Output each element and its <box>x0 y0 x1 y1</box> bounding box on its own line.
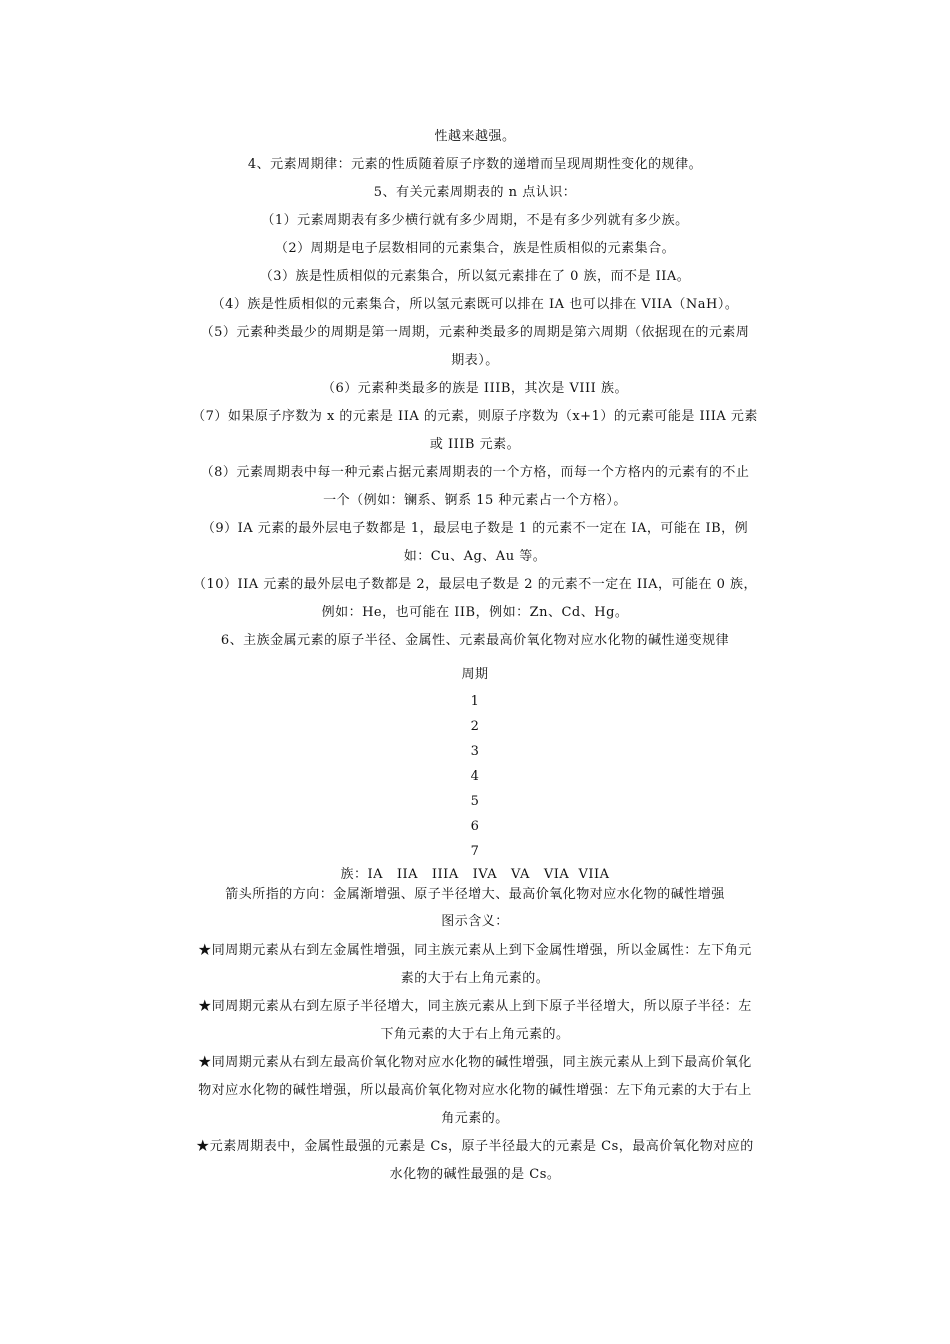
star-point-2-line-2: 下角元素的大于右上角元素的。 <box>380 1027 570 1042</box>
point-3: （3）族是性质相似的元素集合，所以氦元素排在了 0 族，而不是 IIA。 <box>259 269 691 284</box>
text-line: 性越来越强。 <box>434 129 516 144</box>
period-label: 周期 <box>461 667 489 682</box>
point-9-line-2: 如：Cu、Ag、Au 等。 <box>403 549 547 564</box>
period-number: 1 <box>470 694 480 709</box>
star-point-2-line-1: ★同周期元素从右到左原子半径增大，同主族元素从上到下原子半径增大，所以原子半径：左 <box>198 999 752 1014</box>
star-point-3-line-3: 角元素的。 <box>441 1111 509 1126</box>
section-6-heading: 6、主族金属元素的原子半径、金属性、元素最高价氧化物对应水化物的碱性递变规律 <box>220 633 730 648</box>
star-point-4-line-2: 水化物的碱性最强的是 Cs。 <box>389 1167 561 1182</box>
point-5-line-1: （5）元素种类最少的周期是第一周期，元素种类最多的周期是第六周期（依据现在的元素周 <box>200 325 750 340</box>
point-2: （2）周期是电子层数相同的元素集合，族是性质相似的元素集合。 <box>274 241 676 256</box>
period-number: 4 <box>470 769 480 784</box>
figure-meaning: 图示含义： <box>441 914 509 929</box>
point-10-line-1: （10）IIA 元素的最外层电子数都是 2，最层电子数是 2 的元素不一定在 IIA，可能在 0 族， <box>192 577 758 592</box>
point-5-line-2: 期表）。 <box>451 353 499 368</box>
star-point-3-line-2: 物对应水化物的碱性增强，所以最高价氧化物对应水化物的碱性增强：左下角元素的大于右上 <box>198 1083 752 1098</box>
star-point-4-line-1: ★元素周期表中，金属性最强的元素是 Cs，原子半径最大的元素是 Cs，最高价氧化物对应的 <box>196 1139 754 1154</box>
point-9-line-1: （9）IA 元素的最外层电子数都是 1，最层电子数是 1 的元素不一定在 IA，可能在 IB，例 <box>201 521 749 536</box>
period-number: 7 <box>470 844 480 859</box>
period-number: 3 <box>470 744 480 759</box>
arrow-note: 箭头所指的方向：金属渐增强、原子半径增大、最高价氧化物对应水化物的碱性增强 <box>225 887 725 902</box>
point-10-line-2: 例如：He，也可能在 IIB，例如：Zn、Cd、Hg。 <box>321 605 629 620</box>
star-point-1-line-2: 素的大于右上角元素的。 <box>400 971 550 986</box>
point-4: （4）族是性质相似的元素集合，所以氢元素既可以排在 IA 也可以排在 VIIA（NaH）。 <box>211 297 739 312</box>
point-6: （6）元素种类最多的族是 IIIB，其次是 VIII 族。 <box>322 381 628 396</box>
point-8-line-2: 一个（例如：镧系、锕系 15 种元素占一个方格）。 <box>323 493 627 508</box>
point-7-line-2: 或 IIIB 元素。 <box>429 437 521 452</box>
document-page <box>150 0 800 1344</box>
point-8-line-1: （8）元素周期表中每一种元素占据元素周期表的一个方格，而每一个方格内的元素有的不止 <box>200 465 750 480</box>
point-1: （1）元素周期表有多少横行就有多少周期，不是有多少列就有多少族。 <box>261 213 689 228</box>
star-point-3-line-1: ★同周期元素从右到左最高价氧化物对应水化物的碱性增强，同主族元素从上到下最高价氧化 <box>198 1055 752 1070</box>
groups-line: 族：IA IIA IIIA IVA VA VIA VIIA <box>340 867 610 882</box>
period-number: 2 <box>470 719 480 734</box>
period-number: 6 <box>470 819 480 834</box>
periodic-law-line: 4、元素周期律：元素的性质随着原子序数的递增而呈现周期性变化的规律。 <box>247 157 703 172</box>
star-point-1-line-1: ★同周期元素从右到左金属性增强，同主族元素从上到下金属性增强，所以金属性：左下角元 <box>198 943 752 958</box>
point-7-line-1: （7）如果原子序数为 x 的元素是 IIA 的元素，则原子序数为（x+1）的元素可能是 IIIA 元素 <box>192 409 758 424</box>
period-number: 5 <box>470 794 480 809</box>
section-heading: 5、有关元素周期表的 n 点认识： <box>373 185 577 200</box>
